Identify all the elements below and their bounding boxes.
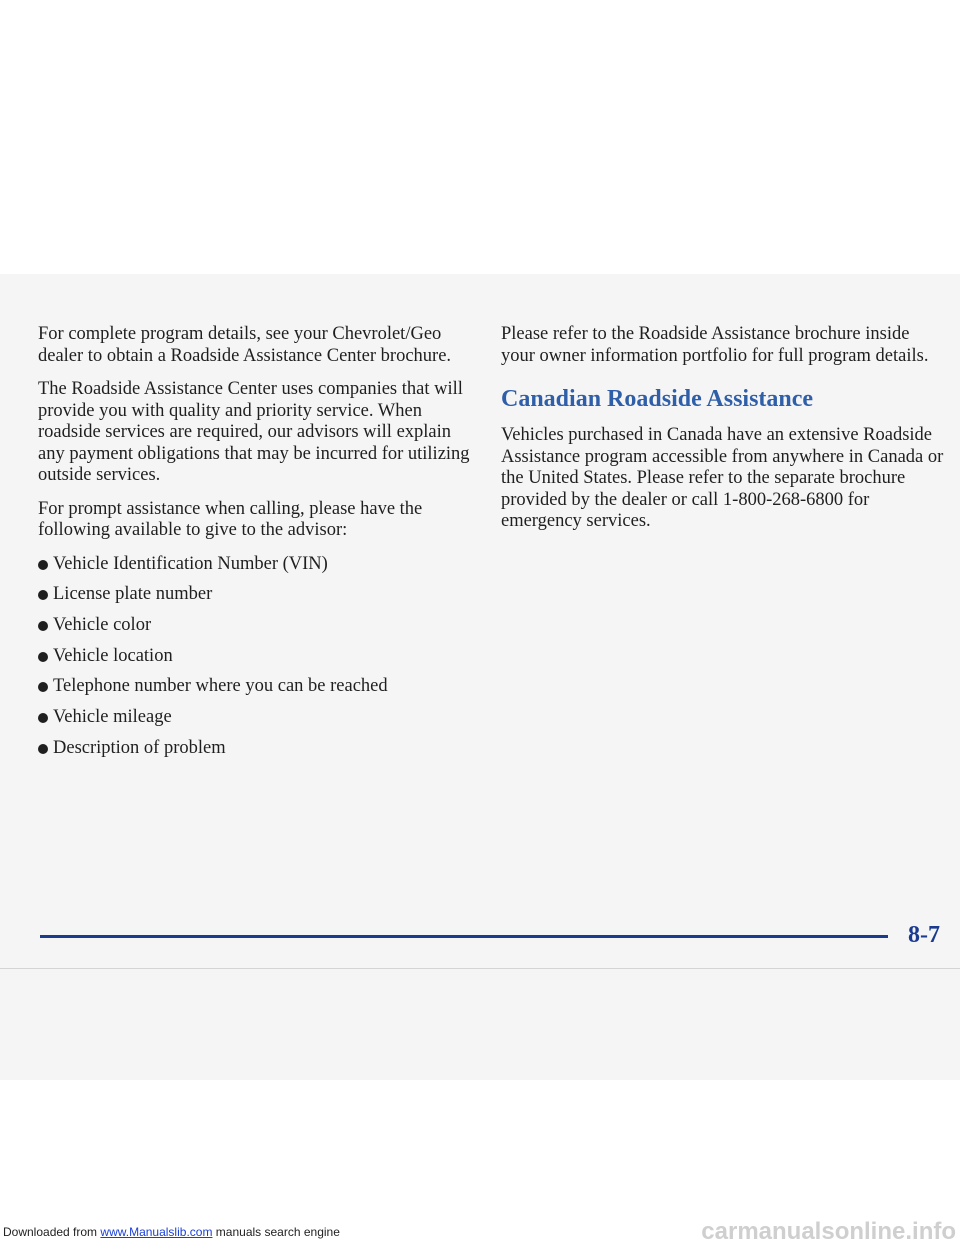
page-number: 8-7 xyxy=(908,922,940,948)
list-item xyxy=(38,738,478,760)
footer-rule xyxy=(40,935,888,938)
manual-page xyxy=(0,274,960,1080)
list-item xyxy=(38,554,478,576)
advisor-info-list xyxy=(38,554,478,760)
list-item xyxy=(38,646,478,668)
list-item-text: Vehicle color xyxy=(53,614,152,635)
list-item-text: Description of problem xyxy=(53,737,226,758)
list-item xyxy=(38,584,478,606)
paragraph-assistance-center: The Roadside Assistance Center uses companies that will provide you with quality and priority service. When roadside services are required, our advisors will explain any payment obligations that may be incurred for utilizing outside services. xyxy=(38,379,470,485)
bullet-icon xyxy=(38,621,48,631)
paragraph-canadian-assistance: Vehicles purchased in Canada have an extensive Roadside Assistance program accessible from anywhere in Canada or the United States. Please refer to the separate brochure provided by the dealer or call 1-800-268-6800 for emergency services. xyxy=(501,425,944,531)
footer-suffix: manuals search engine xyxy=(215,1225,340,1239)
scan-edge-line xyxy=(0,968,960,969)
bullet-icon xyxy=(38,652,48,662)
list-item-text: Telephone number where you can be reached xyxy=(53,676,388,697)
list-item-text: Vehicle location xyxy=(53,645,173,666)
watermark: carmanualsonline.info xyxy=(701,1218,956,1242)
bullet-icon xyxy=(38,682,48,692)
paragraph-prompt-assistance: For prompt assistance when calling, please have the following available to give to the advisor: xyxy=(38,498,423,540)
bullet-icon xyxy=(38,713,48,723)
manualslib-link[interactable]: www.Manualslib.com xyxy=(100,1225,213,1239)
list-item-text: Vehicle Identification Number (VIN) xyxy=(53,553,328,574)
list-item-text: License plate number xyxy=(53,584,213,605)
bullet-icon xyxy=(38,560,48,570)
left-column xyxy=(38,324,478,768)
paragraph-program-details: For complete program details, see your Chevrolet/Geo dealer to obtain a Roadside Assistance Center brochure. xyxy=(38,324,452,366)
list-item xyxy=(38,615,478,637)
list-item xyxy=(38,676,478,698)
download-footer xyxy=(3,1225,340,1239)
right-column xyxy=(501,324,946,545)
list-item-text: Vehicle mileage xyxy=(53,706,172,727)
section-heading: Canadian Roadside Assistance xyxy=(501,386,814,412)
paragraph-brochure-reference: Please refer to the Roadside Assistance brochure inside your owner information portfolio for full program details. xyxy=(501,324,929,366)
bullet-icon xyxy=(38,744,48,754)
list-item xyxy=(38,707,478,729)
footer-prefix: Downloaded from xyxy=(3,1225,98,1239)
bullet-icon xyxy=(38,590,48,600)
